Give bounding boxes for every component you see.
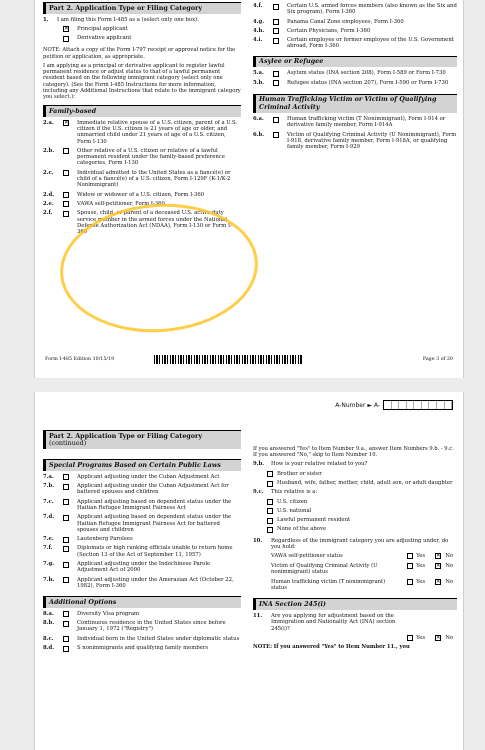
q9c-options [253,499,457,533]
item-number: 2.e. [43,200,54,207]
asylee-header: Asylee or Refugee [253,56,457,68]
item-text: Applicant adjusting under the Cuban Adjustment Act [77,473,220,480]
item-text: Asylum status (INA section 208), Form I-589 or Form I-730 [287,70,446,77]
list-item[interactable] [253,80,457,86]
checkbox[interactable] [273,117,279,123]
derivative-checkbox[interactable] [63,36,69,42]
ina-245i-header: INA Section 245(i) [253,598,457,610]
additional-items-list [43,611,241,651]
no-checkbox[interactable] [435,579,441,585]
form-page-3 [34,0,464,378]
item-text: Other relative of a U.S. citizen or relative of a lawful permanent resident under the family-based preference categories, Form I-130 [77,147,225,167]
option-checkbox[interactable] [267,527,273,533]
list-item[interactable] [43,611,241,617]
note-11: NOTE: If you answered "Yes" to Item Number 11., you [253,644,410,651]
no-checkbox[interactable] [435,635,441,641]
question-text: Human trafficking victim (T nonimmigrant) status [271,578,386,591]
checkbox[interactable] [273,132,279,138]
part2-subtitle: (continued) [49,439,87,448]
option-checkbox[interactable] [267,518,273,524]
list-item[interactable] [253,70,457,76]
list-item[interactable] [43,170,241,189]
option-label: Brother or sister [277,470,322,477]
checkbox[interactable] [63,211,69,217]
item-number: 4.i. [253,37,263,44]
item-number: 2.b. [43,147,55,154]
asylee-items-list [253,70,457,86]
checkbox[interactable] [63,515,69,521]
trafficking-items-list [253,116,457,150]
form-edition: Form I-485 Edition 10/15/19 [45,357,115,362]
item-number: 2.c. [43,169,54,176]
item-text: Panama Canal Zone employees, Form I-360 [287,18,404,25]
checkbox[interactable] [63,170,69,176]
item-number: 2.f. [43,210,53,217]
list-item[interactable] [43,201,241,207]
item-text: Diplomats or high ranking officials unable to return home (Section 13 of the Act of September 11, 1957) [77,545,233,558]
checkbox[interactable] [63,120,69,126]
item-number: 7.d. [43,514,55,521]
item-number: 2.d. [43,191,55,198]
item-number: 6.b. [253,131,265,138]
q9c-text: This relative is a: [271,489,318,496]
item-text: Refugee status (INA section 207), Form I-590 or Form I-730 [287,79,449,86]
list-item[interactable] [43,577,241,590]
item-number: 7.f. [43,545,53,552]
q9-intro: If you answered "Yes" to Item Number 9.a., answer Item Numbers 9.b. - 9.c. If you answered "No," skip to Item Number 10. [253,446,454,459]
item-text: Continuous residence in the United States since before January 1, 1972 ("Registry") [77,620,226,633]
yes-no-row [271,553,457,559]
list-item[interactable] [43,636,241,642]
item-text: Widow or widower of a U.S. citizen, Form I-360 [77,191,205,198]
item-number: 1. [43,16,49,23]
right-column [253,0,457,151]
page-number: Page 3 of 20 [422,357,453,362]
list-item[interactable] [43,499,241,512]
checkbox[interactable] [63,148,69,154]
no-label: No [445,578,453,585]
yes-label: Yes [416,634,425,641]
checkbox[interactable] [63,537,69,543]
special-programs-header: Special Programs Based on Certain Public Laws [43,459,241,471]
item-text: Certain U.S. armed forces members (also known as the Six and Six program), Form I-360 [287,3,457,16]
q9b-number: 9.b. [253,461,265,468]
q9c-number: 9.c. [253,489,264,496]
page-footer [45,355,453,364]
item-number: 5.b. [253,79,265,86]
list-item[interactable] [253,3,457,16]
yes-label: Yes [416,562,425,569]
item-1 [43,17,241,23]
checkbox[interactable] [63,646,69,652]
item-number: 8.d. [43,645,55,652]
option-checkbox[interactable] [267,508,273,514]
checkbox[interactable] [63,546,69,552]
part2-header-continued [43,430,241,449]
list-item[interactable] [43,210,241,235]
option-item[interactable] [253,471,457,477]
checkbox[interactable] [273,71,279,77]
option-item[interactable] [253,480,457,486]
item-text: Individual born in the United States under diplomatic status [77,635,240,642]
employment-items-list [253,3,457,50]
q11 [253,613,457,632]
no-label: No [445,634,453,641]
q10 [253,538,457,551]
item-text: Diversity Visa program [77,610,140,617]
item-text: Individual admitted to the United States as a fiancé(e) or child of a fiancé(e) of a U.S. citizen, Form I-129F (K-1/K-2 Nonimmigrant) [77,169,231,189]
checkbox[interactable] [63,192,69,198]
a-number-field [335,400,453,410]
special-items-list [43,474,241,589]
note-attach: NOTE: Attach a copy of the Form I-797 receipt or approval notice for the petition or application, as appropriate. [43,47,236,60]
checkbox[interactable] [63,621,69,627]
q11-text: Are you applying for adjustment based on the Immigration and Nationality Act (INA) section 245(i)? [271,613,396,632]
item-text: Applicant adjusting under the Cuban Adjustment Act for battered spouses and children [77,483,229,496]
q9b [253,461,457,467]
item-number: 7.e. [43,536,54,543]
list-item[interactable] [43,536,241,542]
list-item[interactable] [43,148,241,167]
no-label: No [445,562,453,569]
list-item[interactable] [43,483,241,496]
a-number-input[interactable] [383,400,453,410]
item-number: 6.a. [253,116,264,123]
q11-yes-no [253,635,457,641]
applying-instructions: I am applying as a principal or derivative applicant to register lawful permanent residence or adjust status to that of a lawful permanent resident based on the following immigrant category (select only one category). (See the Form I-485 Instructions for more information, including any Additional Instructions that relate to the immigrant category you select.): [43,62,241,100]
principal-checkbox[interactable] [63,26,69,32]
trafficking-header: Human Trafficking Victim or Victim of Qualifying Criminal Activity [253,94,457,113]
left-column [43,2,241,235]
q11-number: 11. [253,613,263,619]
family-items-list [43,120,241,236]
list-item[interactable] [253,19,457,25]
a-number-label: A-Number ► A- [335,401,380,409]
form-page-4 [34,392,464,750]
item-number: 7.c. [43,498,54,505]
q10-number: 10. [253,537,263,544]
item-number: 7.a. [43,473,54,480]
additional-options-header: Additional Options [43,596,241,608]
list-item[interactable] [253,28,457,34]
item-text: Applicant adjusting under the Amerasian Act (October 22, 1982), Form I-360 [77,576,234,589]
list-item[interactable] [43,545,241,558]
option-label: U.S. national [277,507,312,514]
yes-checkbox[interactable] [407,635,413,641]
item-text: Immediate relative spouse of a U.S. citizen, parent of a U.S. citizen if the U.S. citizen is 21 years of age or older, and unmarried child under 21 years of age of a U.S. citizen, Form I-130 [77,119,238,145]
item-text: Certain employee or former employee of the U.S. Government abroad, Form I-360 [287,37,454,50]
item-text: Spouse, child, or parent of a deceased U.S. active duty service member in the armed forces under the National Defense Authorization Act (NDAA), Form I-130 or Form I-360 [77,210,232,236]
item-number: 7.b. [43,483,55,490]
checkbox[interactable] [63,474,69,480]
principal-label: Principal applicant [77,25,128,32]
item-number: 4.g. [253,18,265,25]
option-checkbox[interactable] [267,499,273,505]
item-text: I am filing this Form I-485 as a (select only one box): [57,16,199,23]
checkbox[interactable] [273,80,279,86]
checkbox[interactable] [63,499,69,505]
item-number: 7.g. [43,561,55,568]
checkbox[interactable] [273,28,279,34]
checkbox[interactable] [273,38,279,44]
option-label: None of the above [277,526,327,533]
item-number: 8.c. [43,635,54,642]
part2-header: Part 2. Application Type or Filing Category [43,2,241,14]
item-number: 2.a. [43,119,54,126]
list-item[interactable] [253,132,457,151]
list-item[interactable] [43,561,241,574]
checkbox[interactable] [63,201,69,207]
question-text: VAWA self-petitioner status [271,553,343,560]
family-based-header: Family-based [43,105,241,117]
yes-no-row [271,635,457,641]
list-item[interactable] [43,474,241,480]
checkbox[interactable] [63,562,69,568]
yes-checkbox[interactable] [407,553,413,559]
option-item[interactable] [253,508,457,514]
item-text: Victim of Qualifying Criminal Activity (U Nonimmigrant), Form I-918, derivative family member, Form I-918A, or qualifying family member, Form I-929 [287,131,457,151]
item-text: Human trafficking victim (T Nonimmigrant), Form I-914 or derivative family member, Form I-914A [287,116,446,129]
q9b-options [253,471,457,487]
item-text: Certain Physicians, Form I-360 [287,27,371,34]
option-checkbox[interactable] [267,471,273,477]
yes-no-row [271,579,457,592]
item-text: VAWA self-petitioner, Form I-360 [77,200,165,207]
list-item[interactable] [43,645,241,651]
question-text: Victim of Qualifying Criminal Activity (U nonimmigrant) status [271,562,378,576]
item-number: 8.a. [43,610,54,617]
item-text: Lautenberg Parolees [77,536,133,543]
no-checkbox[interactable] [435,563,441,569]
derivative-label: Derivative applicant [77,35,132,42]
item-number: 4.h. [253,27,265,34]
left-column-2 [43,430,241,651]
option-label: U.S. citizen [277,498,308,505]
item-text: Applicant adjusting based on dependent status under the Haitian Refugee Immigrant Fairness Act [77,498,232,511]
q9b-text: How is your relative related to you? [271,461,368,468]
item-text: Applicant adjusting under the Indochinese Parole Adjustment Act of 2000 [77,561,211,574]
checkbox[interactable] [63,636,69,642]
yes-no-row [271,563,457,576]
item-number: 7.h. [43,576,55,583]
barcode [154,355,302,364]
list-item[interactable] [43,620,241,633]
checkbox[interactable] [273,19,279,25]
checkbox[interactable] [273,4,279,10]
part2-title: Part 2. Application Type or Filing Category [49,431,203,440]
q9c [253,489,457,495]
q10-items-list [253,553,457,591]
yes-label: Yes [416,553,425,560]
item-number: 8.b. [43,620,55,627]
no-label: No [445,553,453,560]
option-item[interactable] [253,517,457,523]
option-checkbox[interactable] [267,481,273,487]
list-item[interactable] [253,37,457,50]
checkbox[interactable] [63,577,69,583]
right-column-2 [253,443,457,651]
item-text: Applicant adjusting based on dependent status under the Haitian Refugee Immigrant Fairness Act for battered spouses and children [77,514,232,533]
checkbox[interactable] [63,484,69,490]
item-text: S nonimmigrants and qualifying family members [77,645,209,652]
option-item[interactable] [253,526,457,532]
item-number: 5.a. [253,70,264,77]
option-item[interactable] [253,499,457,505]
list-item[interactable] [43,514,241,533]
list-item[interactable] [253,116,457,129]
principal-applicant-option[interactable] [43,26,241,32]
option-label: Lawful permanent resident [277,517,351,524]
yes-checkbox[interactable] [407,579,413,585]
list-item[interactable] [43,192,241,198]
option-label: Husband, wife, father, mother, child, adult son, or adult daughter [277,480,453,486]
checkbox[interactable] [63,611,69,617]
yes-checkbox[interactable] [407,563,413,569]
yes-label: Yes [416,578,425,585]
list-item[interactable] [43,120,241,145]
q10-text: Regardless of the immigrant category you are adjusting under, do you hold: [271,537,449,551]
derivative-applicant-option[interactable] [43,35,241,41]
no-checkbox[interactable] [435,553,441,559]
item-number: 4.f. [253,3,263,9]
